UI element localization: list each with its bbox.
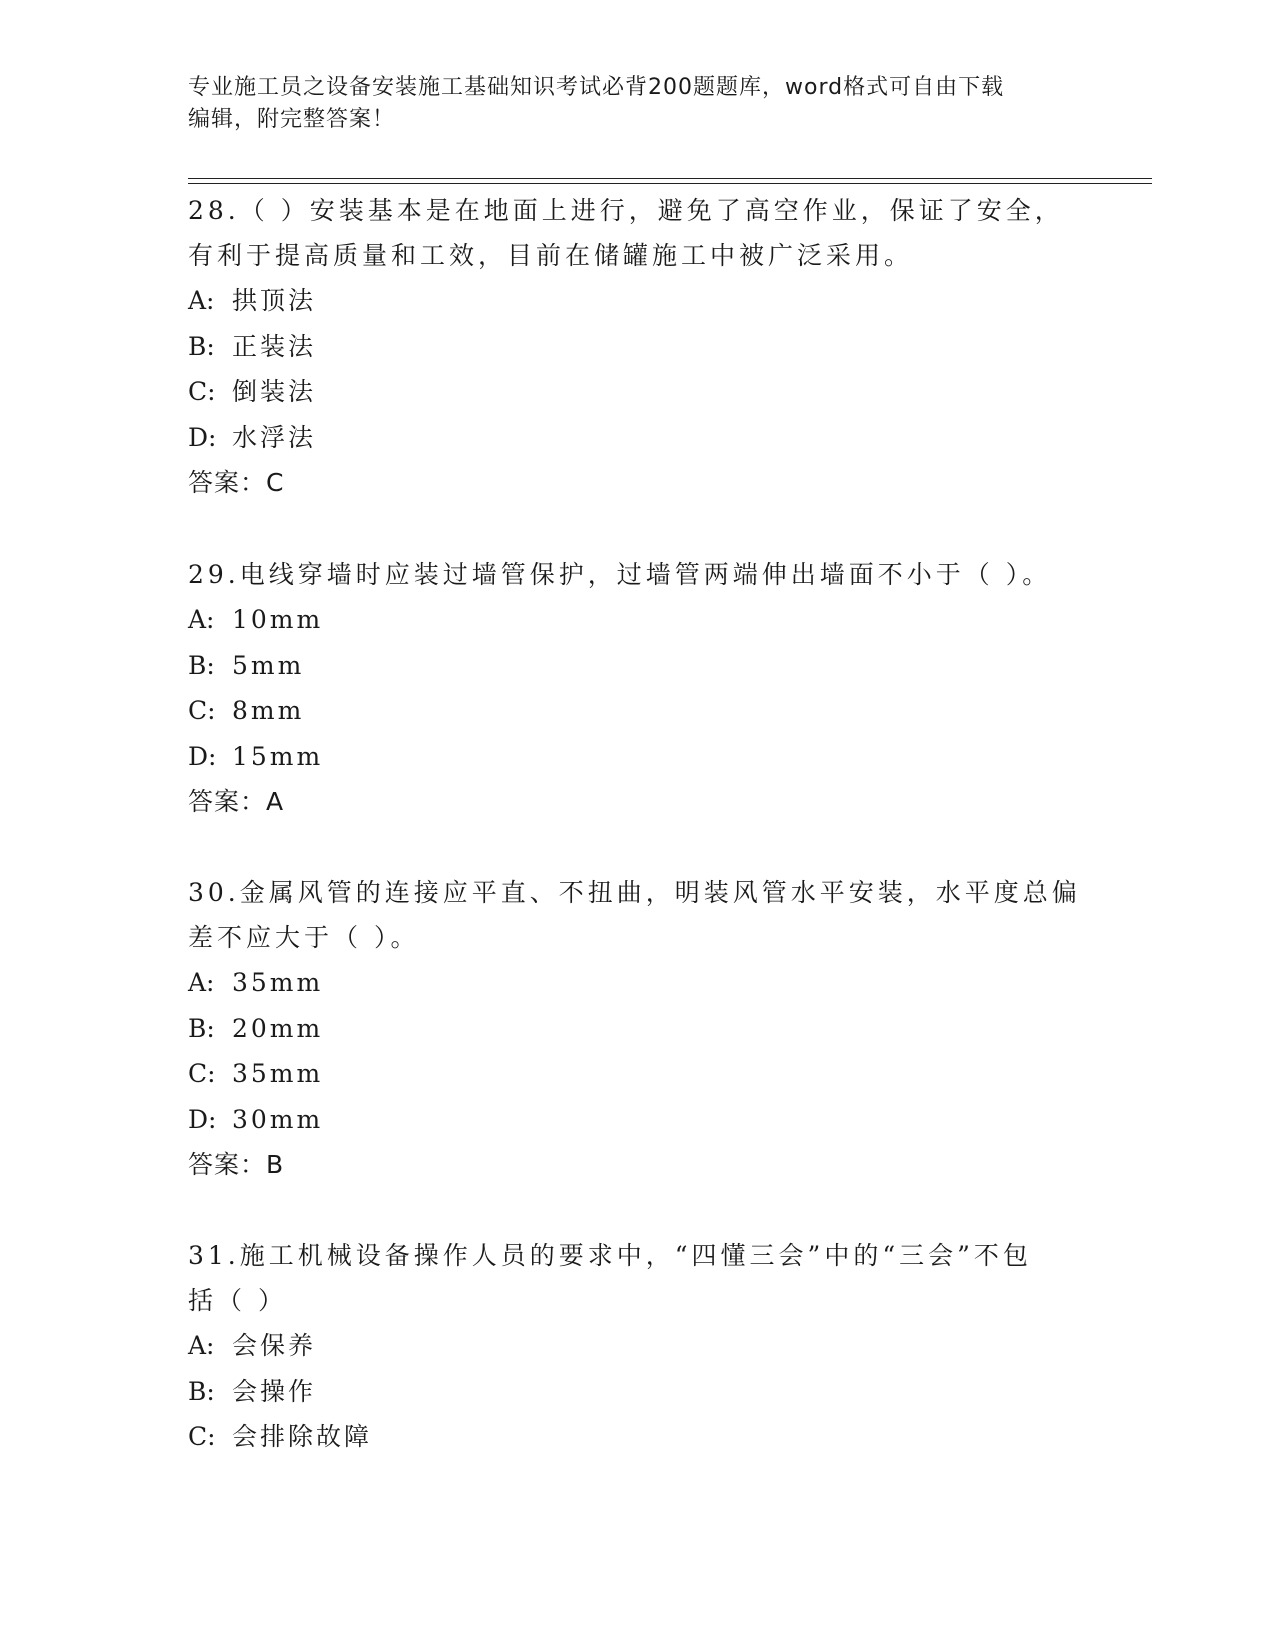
option-d (188, 1097, 1088, 1143)
option-text: 会排除故障 (232, 1422, 373, 1451)
option-text: 20mm (232, 1013, 324, 1043)
question-stem-line: 31.施工机械设备操作人员的要求中，“四懂三会”中的“三会”不包 (188, 1241, 1032, 1270)
header-line-2: 编辑，附完整答案！ (188, 107, 396, 132)
question-stem-line: 28.（ ）安装基本是在地面上进行，避免了高空作业，保证了安全， (188, 196, 1064, 225)
option-b (188, 324, 1088, 370)
option-text: 35mm (232, 1059, 324, 1088)
option-a (188, 597, 1088, 643)
header-divider-top (188, 178, 1152, 179)
option-text: 15mm (232, 741, 324, 771)
question-30 (188, 870, 1088, 1187)
option-key: D: (188, 741, 217, 771)
question-stem-line: 有利于提高质量和工效，目前在储罐施工中被广泛采用。 (188, 241, 914, 270)
document-header (188, 72, 1078, 136)
option-key: B: (188, 1013, 215, 1043)
option-b (188, 1006, 1088, 1052)
header-line-1: 专业施工员之设备安装施工基础知识考试必背200题题库，word格式可自由下载 (188, 75, 1005, 100)
question-stem-line: 差不应大于（ ）。 (188, 923, 420, 952)
option-c (188, 369, 1088, 415)
option-text: 5mm (232, 650, 305, 680)
answer: 答案：A (188, 787, 285, 816)
option-text: 水浮法 (232, 422, 317, 452)
option-d (188, 734, 1088, 780)
option-text: 会保养 (232, 1331, 317, 1360)
header-divider-bottom (188, 183, 1152, 184)
option-a (188, 1323, 1088, 1369)
option-key: A: (188, 968, 215, 997)
option-key: C: (188, 377, 216, 406)
option-text: 正装法 (232, 331, 317, 361)
option-key: C: (188, 1422, 216, 1451)
option-b (188, 643, 1088, 689)
question-29 (188, 552, 1088, 824)
option-text: 35mm (232, 968, 324, 997)
option-b (188, 1369, 1088, 1415)
option-key: D: (188, 1104, 217, 1134)
option-text: 8mm (232, 696, 305, 725)
option-text: 10mm (232, 605, 324, 634)
option-c (188, 1051, 1088, 1097)
option-key: A: (188, 605, 215, 634)
question-31 (188, 1233, 1088, 1460)
question-stem-line: 30.金属风管的连接应平直、不扭曲，明装风管水平安装，水平度总偏 (188, 878, 1081, 907)
option-text: 倒装法 (232, 377, 317, 406)
option-text: 30mm (232, 1104, 324, 1134)
option-key: C: (188, 696, 216, 725)
option-a (188, 278, 1088, 324)
option-key: C: (188, 1059, 216, 1088)
question-28 (188, 188, 1088, 505)
option-text: 会操作 (232, 1376, 317, 1406)
option-text: 拱顶法 (232, 286, 317, 315)
option-key: A: (188, 286, 215, 315)
option-c (188, 1414, 1088, 1460)
answer: 答案：C (188, 468, 285, 497)
option-c (188, 688, 1088, 734)
question-stem-line: 括（ ） (188, 1286, 287, 1315)
option-d (188, 415, 1088, 461)
option-key: B: (188, 650, 215, 680)
option-key: B: (188, 1376, 215, 1406)
question-stem-line: 29.电线穿墙时应装过墙管保护，过墙管两端伸出墙面不小于（ ）。 (188, 560, 1052, 589)
option-key: A: (188, 1331, 215, 1360)
option-a (188, 960, 1088, 1006)
option-key: B: (188, 331, 215, 361)
option-key: D: (188, 422, 217, 452)
answer: 答案：B (188, 1150, 285, 1179)
